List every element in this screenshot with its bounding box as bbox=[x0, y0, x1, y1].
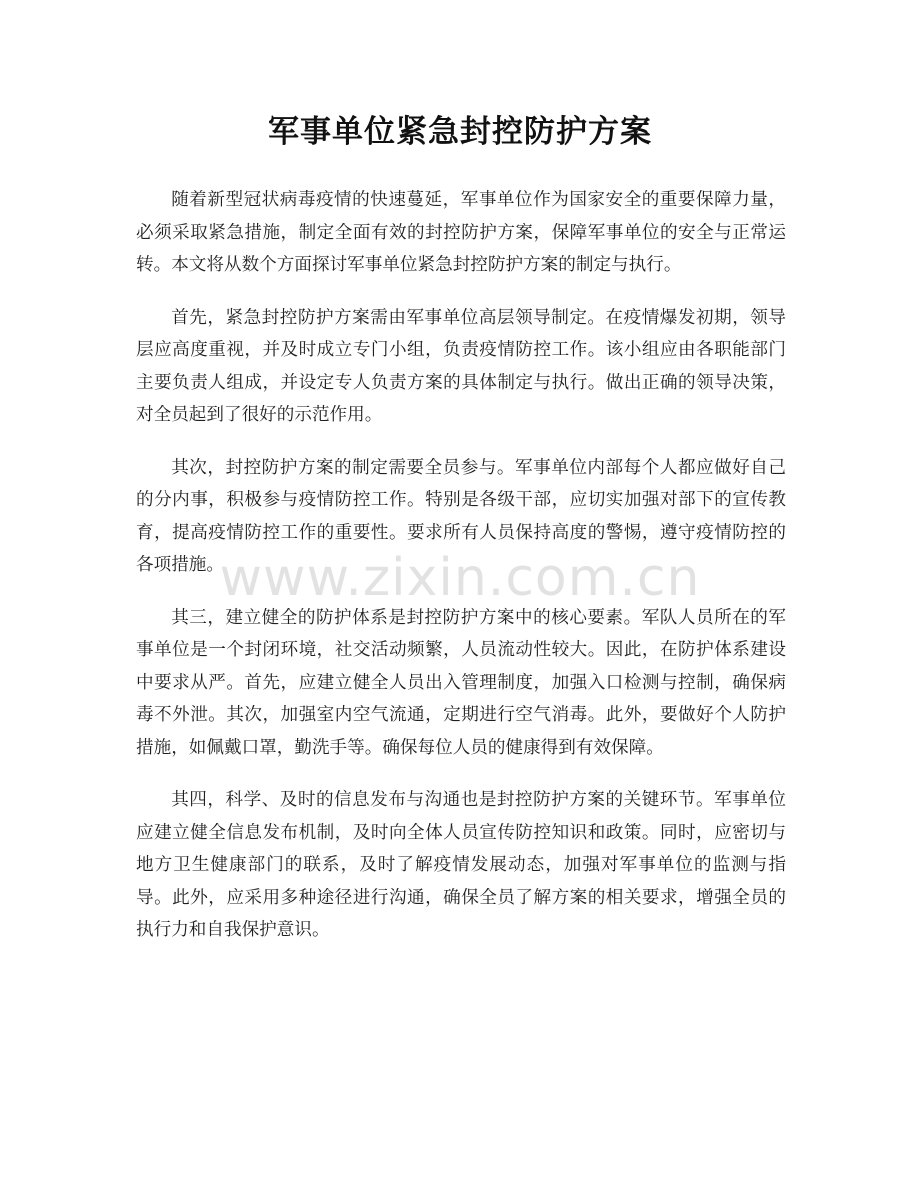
paragraph-first: 首先，紧急封控防护方案需由军事单位高层领导制定。在疫情爆发初期，领导层应高度重视，并及时成立专门小组，负责疫情防控工作。该小组应由各职能部门主要负责人组成，并设定专人负责方案的具体制定与执行。做出正确的领导决策，对全员起到了很好的示范作用。 bbox=[136, 307, 786, 425]
paragraph-second: 其次，封控防护方案的制定需要全员参与。军事单位内部每个人都应做好自己的分内事，积极参与疫情防控工作。特别是各级干部，应切实加强对部下的宣传教育，提高疫情防控工作的重要性。要求所有人员保持高度的警惕，遵守疫情防控的各项措施。 bbox=[136, 457, 786, 575]
document-title: 军事单位紧急封控防护方案 bbox=[268, 114, 652, 150]
paragraph-third: 其三，建立健全的防护体系是封控防护方案中的核心要素。军队人员所在的军事单位是一个封闭环境，社交活动频繁，人员流动性较大。因此，在防护体系建设中要求从严。首先，应建立健全人员出入管理制度，加强入口检测与控制，确保病毒不外泄。其次，加强室内空气流通，定期进行空气消毒。此外，要做好个人防护措施，如佩戴口罩，勤洗手等。确保每位人员的健康得到有效保障。 bbox=[136, 607, 786, 758]
paragraph-fourth: 其四，科学、及时的信息发布与沟通也是封控防护方案的关键环节。军事单位应建立健全信息发布机制，及时向全体人员宣传防控知识和政策。同时，应密切与地方卫生健康部门的联系，及时了解疫情发展动态，加强对军事单位的监测与指导。此外，应采用多种途径进行沟通，确保全员了解方案的相关要求，增强全员的执行力和自我保护意识。 bbox=[136, 790, 786, 940]
paragraph-intro: 随着新型冠状病毒疫情的快速蔓延，军事单位作为国家安全的重要保障力量，必须采取紧急措施，制定全面有效的封控防护方案，保障军事单位的安全与正常运转。本文将从数个方面探讨军事单位紧急封控防护方案的制定与执行。 bbox=[136, 190, 786, 275]
watermark: www.zixin.com.cn bbox=[219, 548, 701, 608]
document-body bbox=[136, 184, 786, 967]
